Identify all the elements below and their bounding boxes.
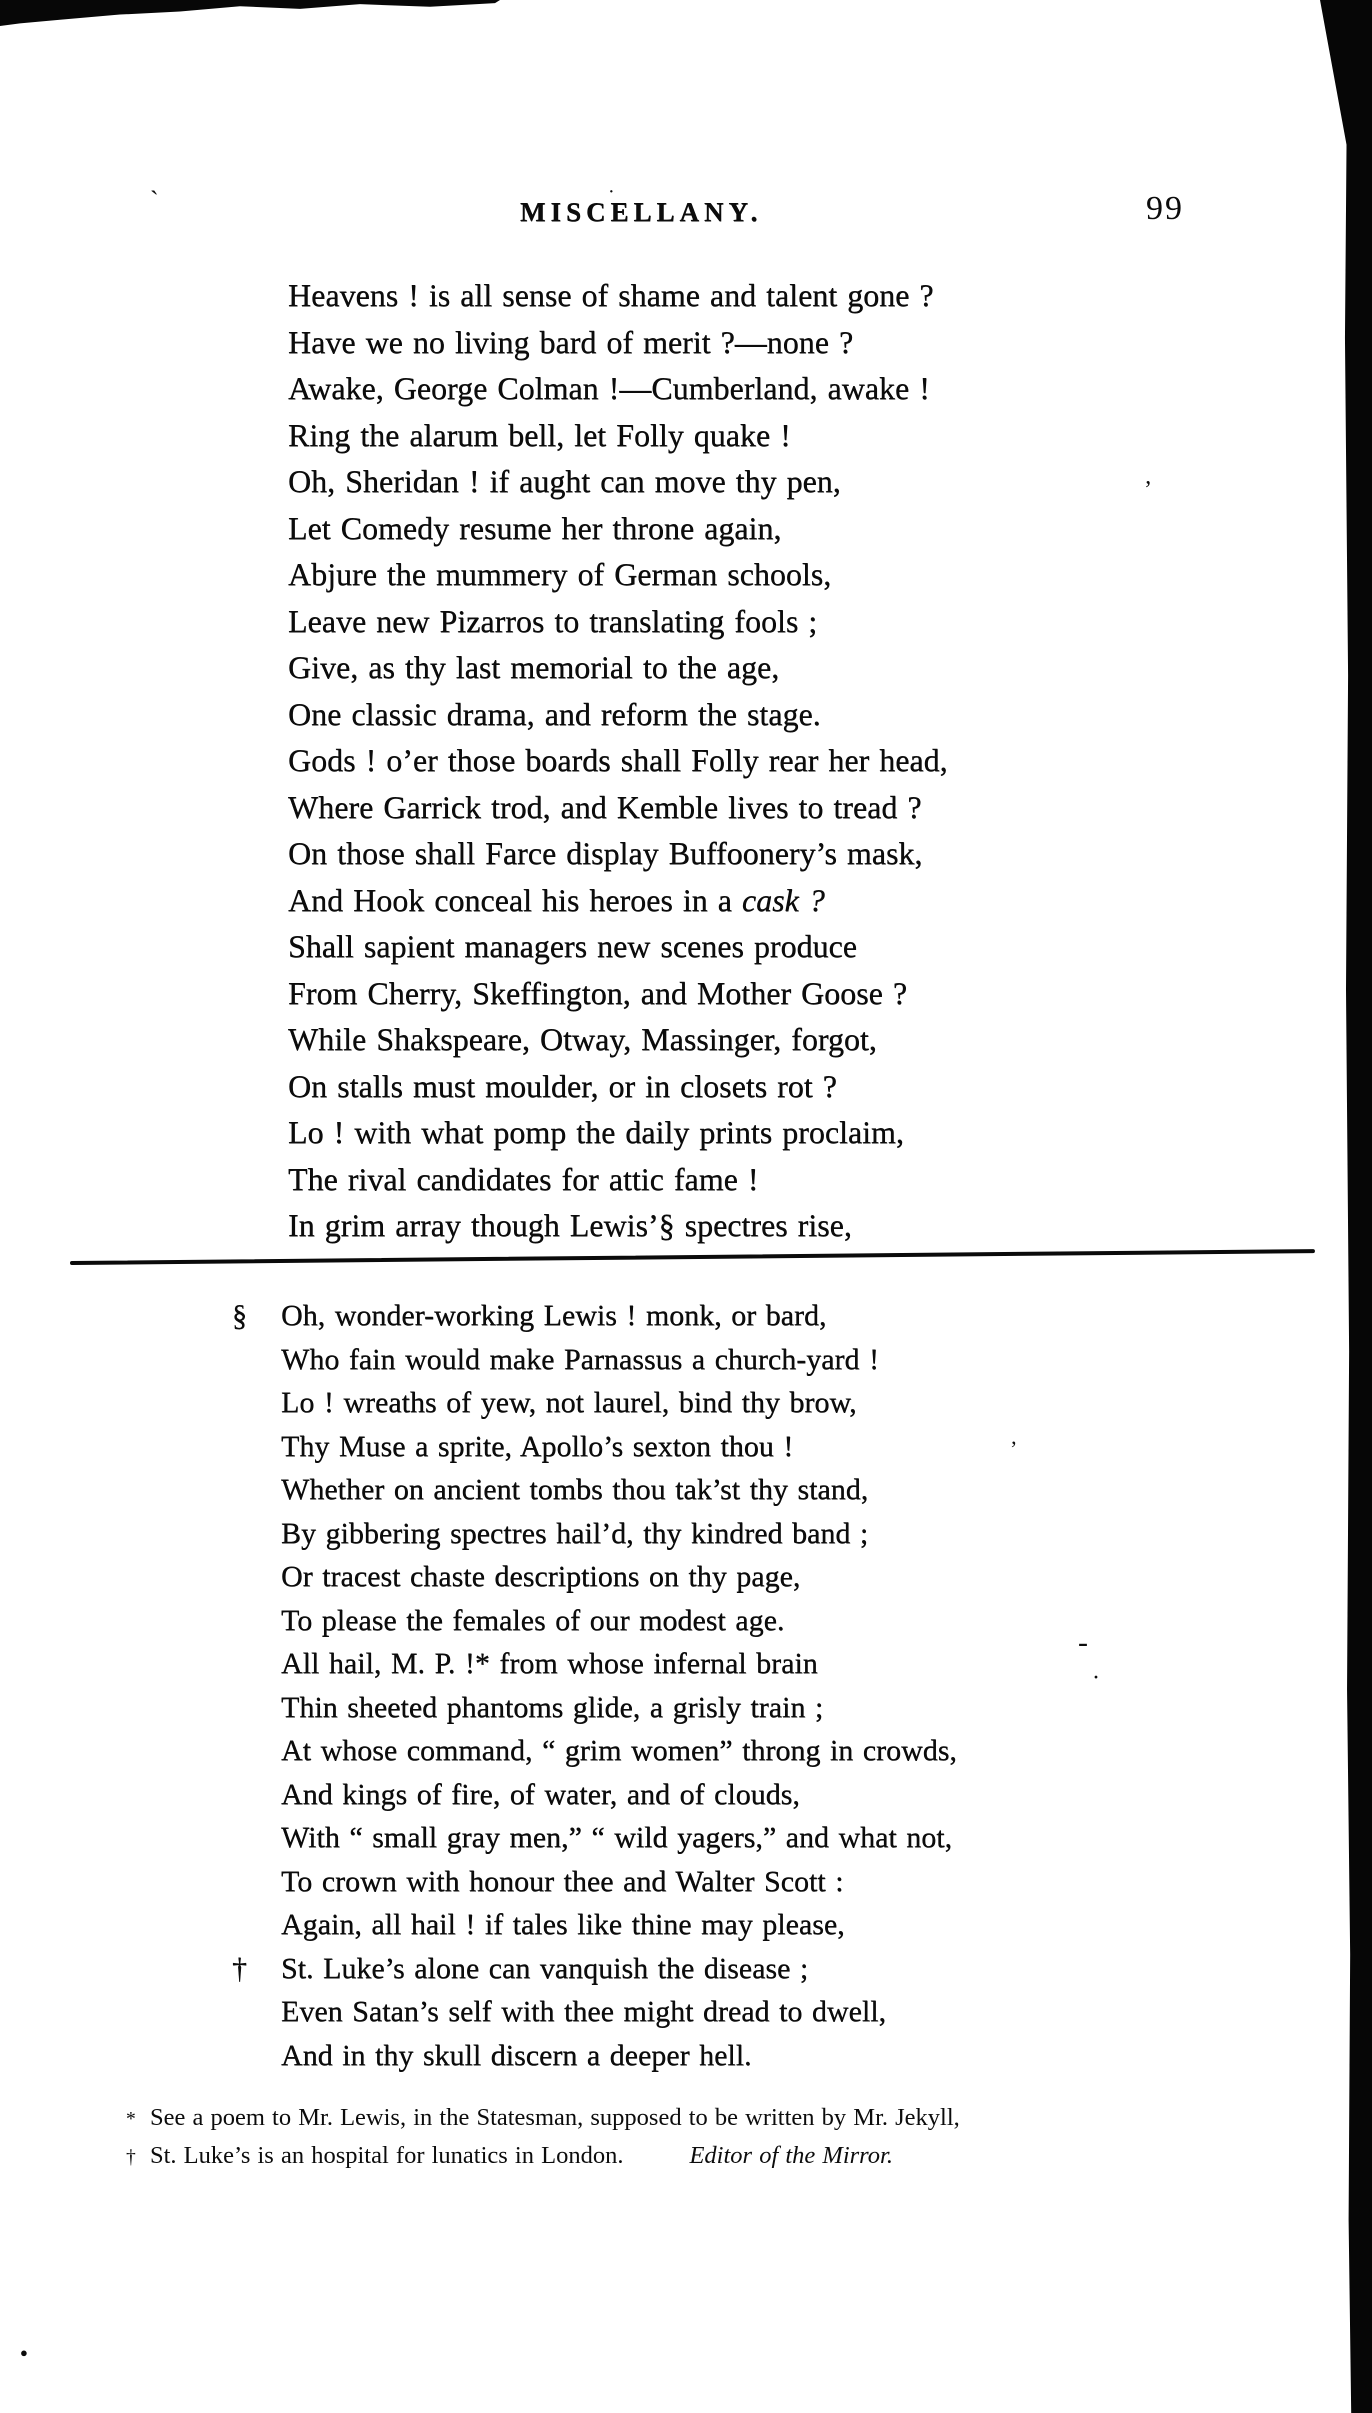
text-segment: St. Luke’s is an hospital for lunatics in London. (150, 2142, 624, 2169)
scan-speck: · (608, 181, 615, 203)
text-segment: At whose command, “ grim women” throng in crowds, (281, 1734, 957, 1767)
scan-speck: ˏ (150, 166, 159, 195)
page-header-title: MISCELLANY. (520, 197, 763, 227)
text-segment: The rival candidates for attic fame ! (288, 1160, 759, 1197)
text-segment: With “ small gray men,” “ wild yagers,” and what not, (281, 1821, 953, 1854)
text-segment: Whether on ancient tombs thou tak’st thy stand, (281, 1473, 869, 1506)
scan-speck: - (1078, 1626, 1088, 1659)
text-segment: To crown with honour thee and Walter Scott : (281, 1864, 844, 1898)
text-segment: From Cherry, Skeffington, and Mother Goose ? (288, 974, 908, 1011)
text-segment: cask ? (741, 881, 825, 918)
text-segment: And kings of fire, of water, and of clouds, (281, 1777, 800, 1811)
page-number: 99 (1146, 190, 1184, 227)
text-segment: Ring the alarum bell, let Folly quake ! (288, 416, 791, 453)
footnote-marker: † (126, 2147, 136, 2168)
text-segment: Oh, wonder-working Lewis ! monk, or bard, (281, 1299, 827, 1332)
text-segment: On stalls must moulder, or in closets rot ? (288, 1067, 837, 1104)
scan-speck: ’ (1144, 477, 1152, 503)
text-segment: Even Satan’s self with thee might dread to dwell, (281, 1995, 887, 2028)
text-segment: Where Garrick trod, and Kemble lives to tread ? (288, 788, 922, 825)
text-segment: Or tracest chaste descriptions on thy page, (281, 1560, 801, 1593)
text-segment: Abjure the mummery of German schools, (288, 556, 832, 592)
text-segment: Again, all hail ! if tales like thine may please, (281, 1908, 845, 1941)
text-segment: Shall sapient managers new scenes produce (288, 928, 857, 964)
text-segment: All hail, M. P. !* from whose infernal brain (281, 1647, 818, 1680)
text-segment: Who fain would make Parnassus a church-yard ! (281, 1342, 879, 1376)
text-segment: Thy Muse a sprite, Apollo’s sexton thou ! (281, 1429, 794, 1463)
text-segment: On those shall Farce display Buffoonery’s mask, (288, 835, 923, 871)
text-segment: And in thy skull discern a deeper hell. (281, 2038, 752, 2072)
scan-speck: ’ (1010, 1436, 1018, 1461)
text-segment: Lo ! wreaths of yew, not laurel, bind thy brow, (281, 1386, 857, 1419)
text-segment: St. Luke’s alone can vanquish the disease ; (281, 1951, 809, 1985)
text-segment: Gods ! o’er those boards shall Folly rear her head, (288, 742, 948, 778)
text-segment: Give, as thy last memorial to the age, (288, 649, 780, 685)
scan-speck: ● (20, 2345, 28, 2360)
footnote-marker: † (232, 1951, 247, 1985)
footnote-marker: * (126, 2109, 136, 2130)
text-segment: Let Comedy resume her throne again, (288, 509, 782, 546)
text-segment: To please the females of our modest age. (281, 1603, 785, 1637)
scan-speck: · (1092, 1665, 1100, 1691)
text-segment: While Shakspeare, Otway, Massinger, forgot, (288, 1021, 877, 1057)
text-segment: And Hook conceal his heroes in a (288, 881, 742, 918)
text-segment: Thin sheeted phantoms glide, a grisly train ; (281, 1690, 824, 1724)
text-segment: In grim array though Lewis’§ spectres rise, (288, 1207, 852, 1243)
text-segment: Have we no living bard of merit ?—none ? (288, 323, 854, 360)
editor-attribution: Editor of the Mirror. (689, 2142, 893, 2169)
text-segment: Oh, Sheridan ! if aught can move thy pen, (288, 463, 841, 499)
text-segment: See a poem to Mr. Lewis, in the Statesman, supposed to be written by Mr. Jekyll, (150, 2104, 960, 2131)
text-segment: Heavens ! is all sense of shame and talent gone ? (288, 277, 934, 313)
text-segment: By gibbering spectres hail’d, thy kindred band ; (281, 1516, 869, 1550)
text-segment: One classic drama, and reform the stage. (288, 695, 821, 732)
text-segment: Lo ! with what pomp the daily prints proclaim, (288, 1114, 904, 1150)
text-segment: Awake, George Colman !—Cumberland, awake ! (288, 370, 930, 406)
footnote-marker: § (232, 1299, 247, 1332)
text-segment: Leave new Pizarros to translating fools ; (288, 602, 818, 639)
